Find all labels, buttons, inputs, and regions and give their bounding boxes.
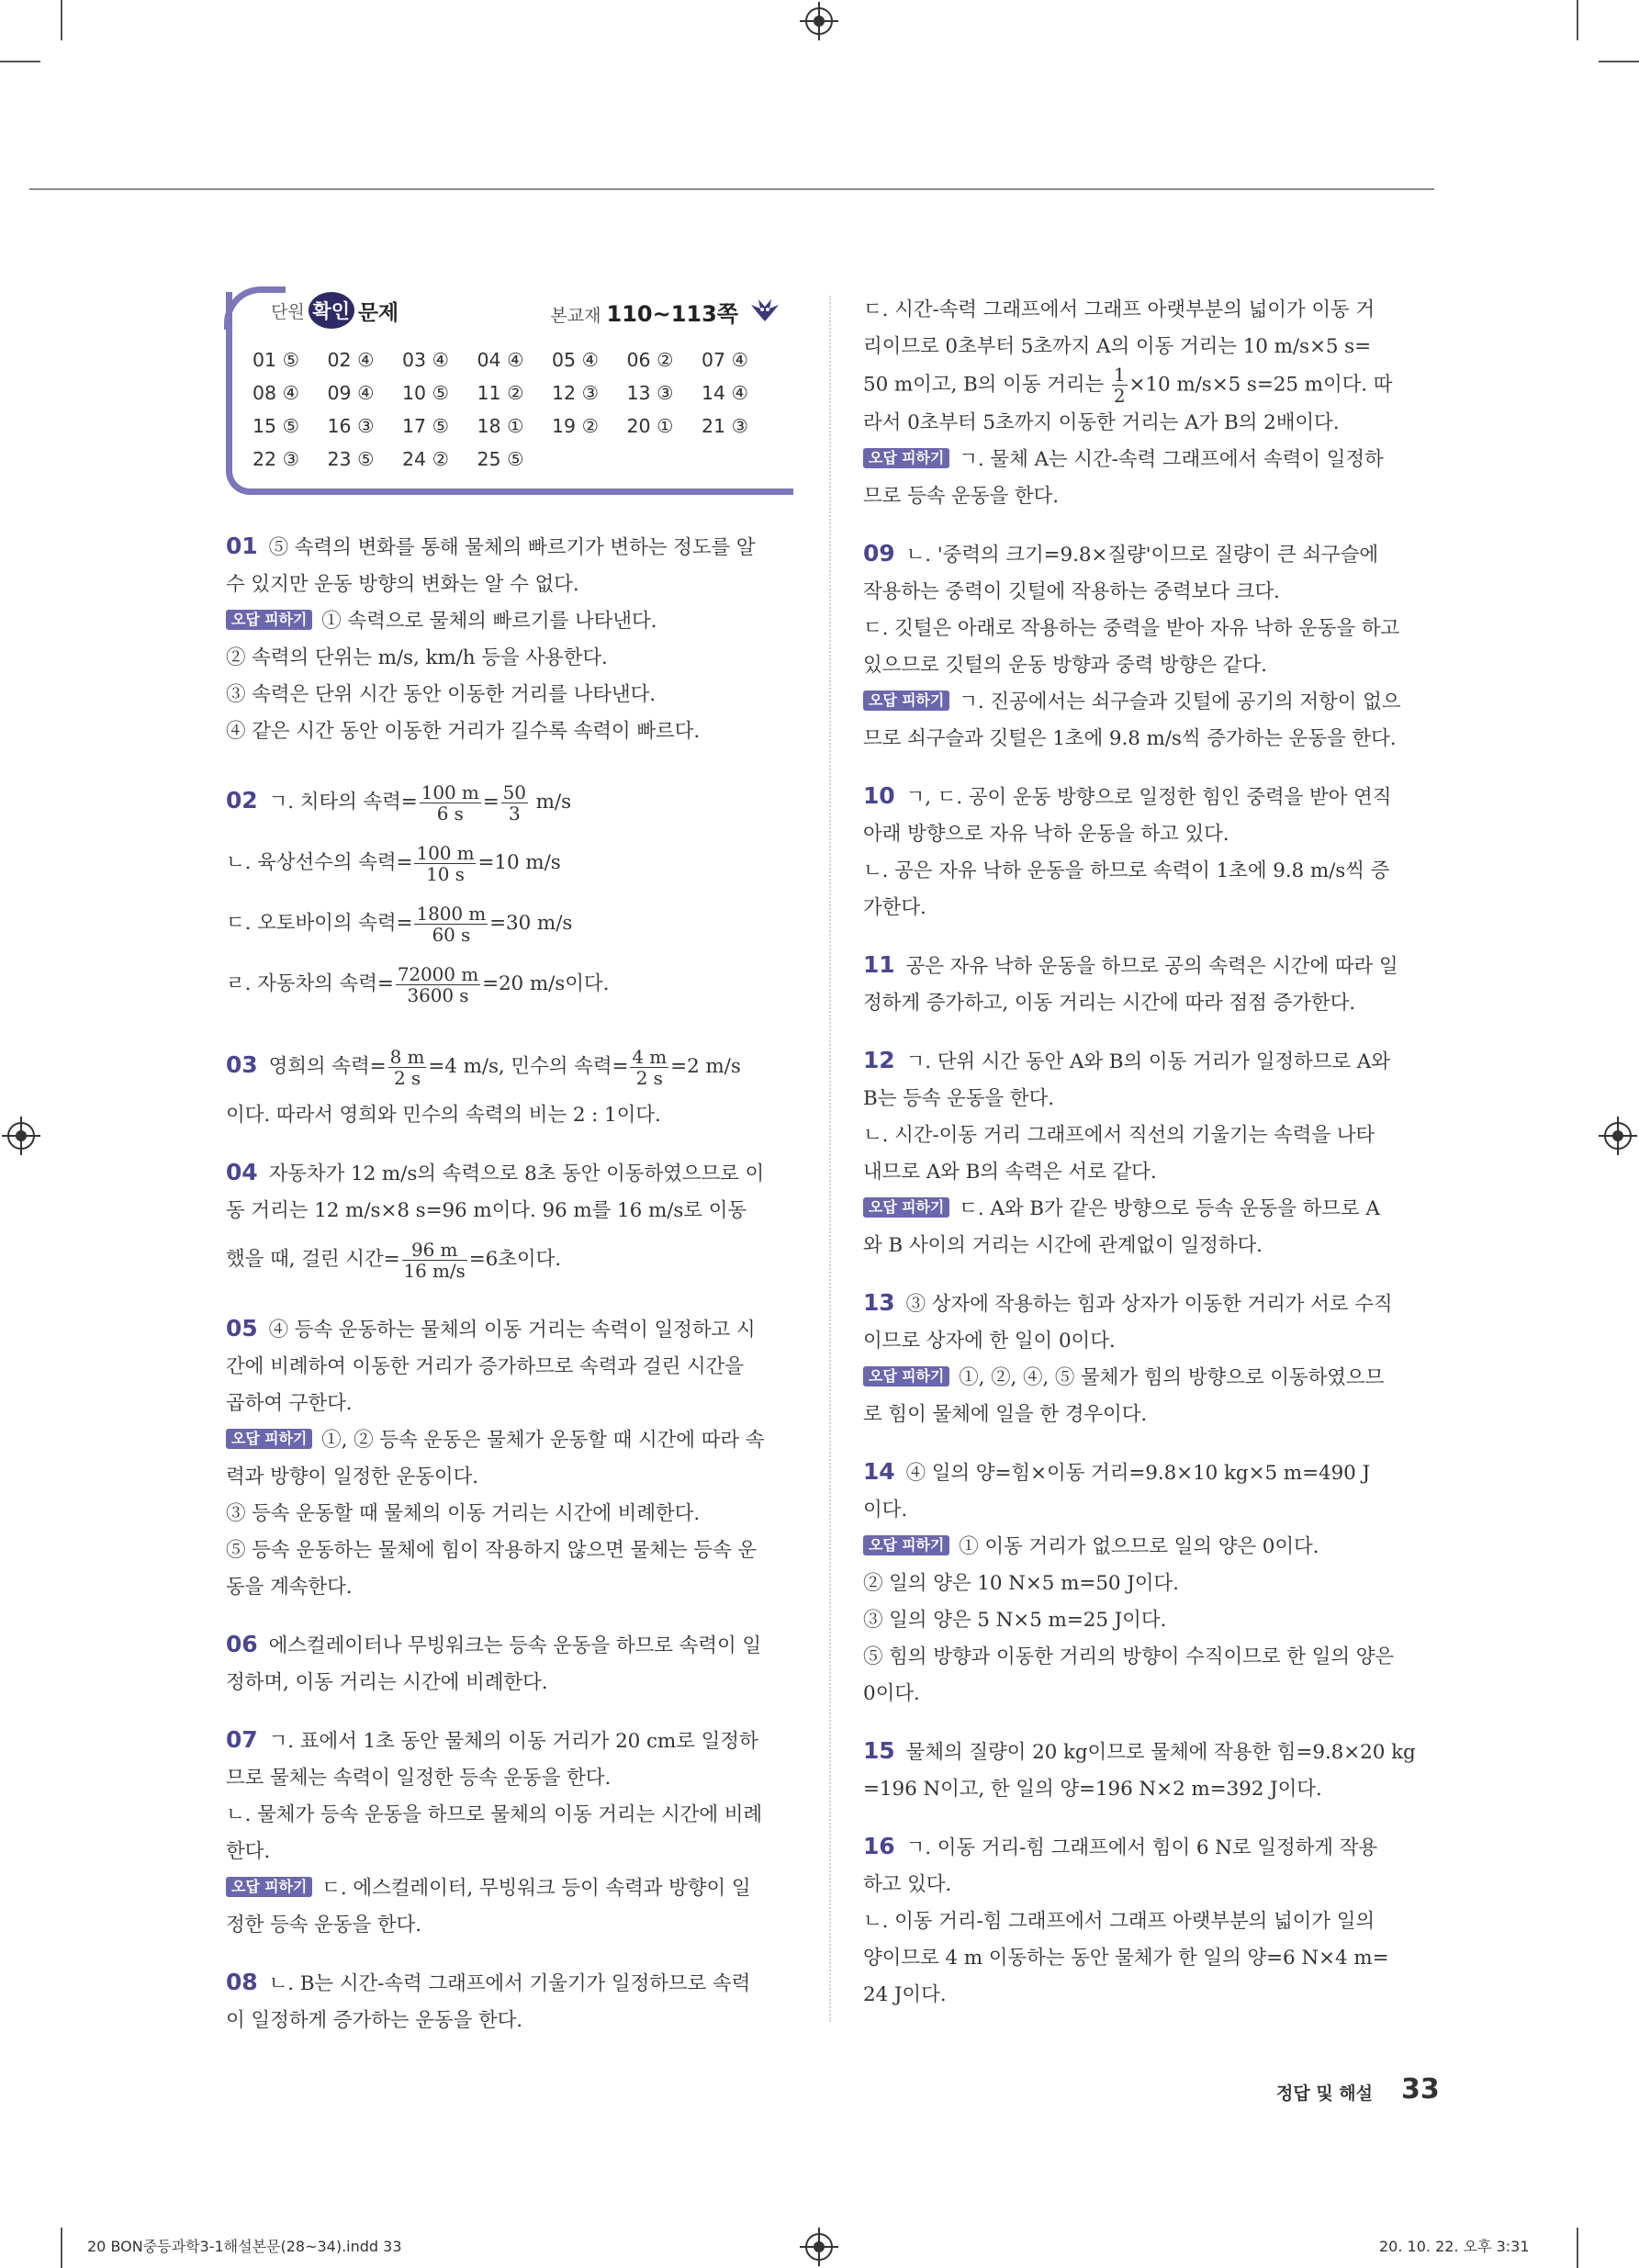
solution-line: 24 J이다. (863, 1983, 947, 2006)
denominator: 2 s (635, 1066, 663, 1089)
solution-line: 정하며, 이동 거리는 시간에 비례한다. (226, 1671, 548, 1694)
solution-line (226, 528, 793, 567)
solution-line: 하고 있다. (863, 1873, 952, 1896)
solution-line (863, 1042, 1431, 1081)
answer-row (253, 376, 777, 410)
answer-item: 12 ③ (552, 382, 599, 404)
solution-text: = (482, 791, 500, 814)
solution-line: 동을 계속한다. (226, 1576, 353, 1599)
answer-item: 06 ② (626, 349, 674, 371)
solution-line (226, 1722, 793, 1760)
solution-number: 01 (226, 533, 258, 559)
solution-11 (863, 947, 1431, 1022)
denominator: 6 s (436, 802, 464, 825)
print-slug-filename: 20 BON중등과학3-1해설본문(28~34).indd 33 (87, 2238, 402, 2255)
wrong-answer-tag: 오답 피하기 (863, 1535, 949, 1555)
solution-line: 양이므로 4 m 이동하는 동안 물체가 한 일의 양=6 N×4 m= (863, 1947, 1389, 1970)
solution-text: ㄱ. 진공에서는 쇠구슬과 깃털에 공기의 저항이 없으 (959, 691, 1401, 713)
solution-number: 11 (863, 951, 895, 978)
registration-mark-icon (7, 1122, 35, 1150)
solution-text: ㄱ, ㄷ. 공이 운동 방향으로 일정한 힘인 중력을 받아 연직 (905, 786, 1392, 809)
registration-mark-icon (805, 2233, 833, 2261)
solution-text: ①, ② 등속 운동은 물체가 운동할 때 시간에 따라 속 (321, 1429, 765, 1452)
solution-line: 므로 등속 운동을 한다. (863, 485, 1059, 508)
answer-item: 13 ③ (626, 382, 674, 404)
answer-item: 10 ⑤ (402, 382, 449, 404)
textbook-label: 본교재 (550, 306, 601, 326)
solution-text: =4 m/s, 민수의 속력= (428, 1055, 629, 1078)
solution-line (863, 947, 1431, 985)
solution-line (226, 833, 793, 893)
solution-line: 이므로 상자에 한 일이 0이다. (863, 1330, 1116, 1353)
solution-05 (226, 1310, 793, 1606)
solution-text: ④ 일의 양=힘×이동 거리=9.8×10 kg×5 m=490 J (905, 1462, 1371, 1485)
solution-line (226, 1310, 793, 1349)
answer-item: 21 ③ (702, 415, 748, 437)
fraction (396, 962, 480, 1006)
solution-line (863, 778, 1431, 816)
fraction (414, 904, 488, 944)
solution-line: 곱하여 구한다. (226, 1392, 353, 1415)
solution-line: 작용하는 중력이 깃털에 작용하는 중력보다 크다. (863, 580, 1280, 603)
denominator: 10 s (426, 862, 465, 885)
fraction (402, 1238, 467, 1282)
crop-mark (1577, 0, 1578, 40)
solution-text: ㄷ. 에스컬레이터, 무빙워크 등이 속력과 방향이 일 (321, 1877, 751, 1900)
solution-text: ㄴ. '중력의 크기=9.8×질량'이므로 질량이 큰 쇠구슬에 (905, 544, 1379, 567)
answer-item: 25 ⑤ (477, 448, 524, 470)
denominator: 60 s (432, 923, 471, 946)
answer-item: 14 ④ (702, 382, 748, 404)
solution-number: 12 (863, 1047, 895, 1073)
solution-text: 물체의 질량이 20 kg이므로 물체에 작용한 힘=9.8×20 kg (905, 1741, 1416, 1764)
numerator: 100 m (416, 841, 475, 864)
solution-number: 15 (863, 1737, 895, 1764)
solution-text: 50 m이고, B의 이동 거리는 (863, 373, 1105, 397)
answer-key-title: 문제 (357, 300, 399, 325)
crop-mark (61, 0, 62, 40)
answer-row (253, 410, 777, 443)
solution-line: 므로 물체는 속력이 일정한 등속 운동을 한다. (226, 1767, 612, 1790)
mascot-icon (749, 296, 780, 323)
solution-text: ㄱ. 단위 시간 동안 A와 B의 이동 거리가 일정하므로 A와 (905, 1050, 1390, 1073)
solution-line (226, 1870, 793, 1907)
solution-text: 공은 자유 낙하 운동을 하므로 공의 속력은 시간에 따라 일 (905, 955, 1398, 978)
wrong-answer-tag: 오답 피하기 (226, 1877, 312, 1897)
wrong-answer-tag: 오답 피하기 (863, 448, 949, 468)
solution-number: 14 (863, 1458, 895, 1485)
solution-text: =30 m/s (489, 912, 573, 935)
registration-mark-icon (1604, 1122, 1632, 1150)
numerator: 100 m (421, 780, 479, 803)
answer-item: 08 ④ (253, 382, 299, 404)
crop-mark (61, 2228, 62, 2268)
numerator: 50 (502, 780, 526, 803)
solution-line (226, 893, 793, 954)
solution-line: 아래 방향으로 자유 낙하 운동을 하고 있다. (863, 823, 1229, 846)
solution-text: ㄱ. 물체 A는 시간-속력 그래프에서 속력이 일정하 (959, 448, 1384, 471)
solution-line (226, 770, 793, 833)
solution-line: 내므로 A와 B의 속력은 서로 같다. (863, 1161, 1157, 1184)
solution-line (863, 1285, 1431, 1323)
fraction (414, 841, 476, 885)
fraction (388, 1045, 427, 1089)
solution-09 (863, 535, 1431, 758)
solution-line (863, 1360, 1431, 1397)
footer-section-title: 정답 및 해설 (1276, 2083, 1373, 2104)
numerator: 96 m (402, 1241, 467, 1261)
solution-number: 16 (863, 1833, 895, 1859)
answer-key-badge: 확인 (309, 292, 354, 329)
answer-item: 01 ⑤ (253, 349, 299, 371)
solution-line: ③ 속력은 단위 시간 동안 이동한 거리를 나타낸다. (226, 683, 656, 706)
solution-line (226, 1626, 793, 1665)
solution-line: =196 N이고, 한 일의 양=196 N×2 m=392 J이다. (863, 1778, 1322, 1801)
right-column (863, 292, 1431, 2014)
solution-line: ㄴ. 시간-이동 거리 그래프에서 직선의 기울기는 속력을 나타 (863, 1124, 1375, 1147)
answer-item: 16 ③ (327, 415, 375, 437)
registration-mark-icon (805, 7, 833, 35)
answer-item: 05 ④ (552, 349, 599, 371)
solution-line (863, 1828, 1431, 1867)
solution-08 (226, 1964, 793, 2039)
solution-text: ① 속력으로 물체의 빠르기를 나타낸다. (321, 610, 657, 633)
header-rule (29, 188, 1434, 190)
solution-line: 있으므로 깃털의 운동 방향과 중력 방향은 같다. (863, 654, 1267, 677)
solution-line (226, 1154, 793, 1193)
answer-row (253, 343, 777, 376)
solution-text: 했을 때, 걸린 시간= (226, 1248, 400, 1271)
solution-text: ①, ②, ④, ⑤ 물체가 힘의 방향으로 이동하였으므 (959, 1366, 1385, 1389)
solution-number: 06 (226, 1631, 258, 1657)
solution-line (226, 1035, 793, 1097)
wrong-answer-tag: 오답 피하기 (226, 610, 312, 630)
solution-12 (863, 1042, 1431, 1264)
solution-06 (226, 1626, 793, 1701)
solution-line (226, 1964, 793, 2003)
solution-line: 정하게 증가하고, 이동 거리는 시간에 따라 점점 증가한다. (863, 992, 1355, 1015)
solution-line (863, 1733, 1431, 1771)
solution-line: 력과 방향이 일정한 운동이다. (226, 1465, 478, 1488)
fraction (501, 780, 528, 825)
solution-line (863, 535, 1431, 574)
answer-item: 22 ③ (253, 448, 299, 470)
solution-text: ㄹ. 자동차의 속력= (226, 972, 394, 995)
solution-10 (863, 778, 1431, 926)
answer-item: 19 ② (552, 415, 599, 437)
solution-line: 가한다. (863, 896, 926, 919)
solution-number: 08 (226, 1969, 258, 1995)
answer-item: 17 ⑤ (402, 415, 449, 437)
print-slug-timestamp: 20. 10. 22. 오후 3:31 (1379, 2238, 1530, 2255)
solution-line: 이다. 따라서 영희와 민수의 속력의 비는 2 : 1이다. (226, 1104, 661, 1127)
column-divider (829, 296, 831, 2022)
numerator: 4 m (632, 1045, 668, 1068)
wrong-answer-tag: 오답 피하기 (226, 1429, 312, 1449)
answer-item: 15 ⑤ (253, 415, 299, 437)
wrong-answer-tag: 오답 피하기 (863, 691, 949, 711)
solution-text: ㄴ. 육상선수의 속력= (226, 851, 413, 874)
solution-line: 한다. (226, 1840, 271, 1863)
solution-line: B는 등속 운동을 한다. (863, 1087, 1054, 1110)
solution-number: 05 (226, 1315, 258, 1342)
answer-row (253, 443, 777, 476)
solution-text: ×10 m/s×5 s=25 m이다. 따 (1128, 373, 1393, 397)
answer-item: 09 ④ (327, 382, 375, 404)
solution-number: 04 (226, 1159, 258, 1185)
answer-key-box (226, 292, 793, 495)
solution-number: 02 (226, 787, 258, 814)
solution-text: 영희의 속력= (268, 1055, 387, 1078)
solution-text: ㄱ. 이동 거리-힘 그래프에서 힘이 6 N로 일정하게 작용 (905, 1836, 1378, 1859)
solution-line: ② 일의 양은 10 N×5 m=50 J이다. (863, 1572, 1179, 1595)
wrong-answer-tag: 오답 피하기 (863, 1197, 949, 1218)
denominator: 3600 s (407, 983, 469, 1006)
crop-mark (0, 61, 40, 62)
solution-text: 에스컬레이터나 무빙워크는 등속 운동을 하므로 속력이 일 (268, 1634, 762, 1657)
solution-line (226, 603, 793, 640)
solution-line: ③ 일의 양은 5 N×5 m=25 J이다. (863, 1609, 1167, 1632)
solution-line (226, 1229, 793, 1290)
solution-15 (863, 1733, 1431, 1808)
solution-03 (226, 1035, 793, 1134)
solution-text: =2 m/s (670, 1055, 741, 1078)
solution-line: 이다. (863, 1499, 908, 1521)
denominator: 2 s (393, 1066, 421, 1089)
solution-line (863, 442, 1431, 478)
solution-line: ④ 같은 시간 동안 이동한 거리가 길수록 속력이 빠르다. (226, 720, 701, 743)
solution-line: 0이다. (863, 1682, 920, 1705)
solution-04 (226, 1154, 793, 1290)
solution-line: ㄴ. 이동 거리-힘 그래프에서 그래프 아랫부분의 넓이가 일의 (863, 1910, 1375, 1933)
answer-item: 24 ② (402, 448, 449, 470)
solution-line: 수 있지만 운동 방향의 변화는 알 수 없다. (226, 573, 579, 596)
numerator: 1800 m (416, 902, 487, 925)
solution-line (863, 365, 1431, 405)
solution-text: =6초이다. (468, 1248, 561, 1271)
solution-text: 자동차가 12 m/s의 속력으로 8초 동안 이동하였으므로 이 (268, 1162, 765, 1185)
solution-16 (863, 1828, 1431, 2014)
answer-item: 03 ④ (402, 349, 449, 371)
textbook-reference (550, 296, 738, 328)
solution-line: ⑤ 힘의 방향과 이동한 거리의 방향이 수직이므로 한 일의 양은 (863, 1645, 1395, 1668)
solution-text: ㄷ. A와 B가 같은 방향으로 등속 운동을 하므로 A (959, 1197, 1380, 1220)
page-number: 33 (1401, 2073, 1440, 2105)
numerator: 72000 m (397, 962, 479, 985)
solution-line: 이 일정하게 증가하는 운동을 한다. (226, 2009, 523, 2032)
solution-text: ㄴ. B는 시간-속력 그래프에서 기울기가 일정하므로 속력 (268, 1972, 751, 1995)
solution-text: ⑤ 속력의 변화를 통해 물체의 빠르기가 변하는 정도를 알 (268, 536, 756, 559)
solution-text: ① 이동 거리가 없으므로 일의 양은 0이다. (959, 1535, 1319, 1558)
answer-item: 20 ① (626, 415, 674, 437)
solution-text: ㄱ. 표에서 1초 동안 물체의 이동 거리가 20 cm로 일정하 (268, 1730, 758, 1753)
solution-line: 동 거리는 12 m/s×8 s=96 m이다. 96 m를 16 m/s로 이동 (226, 1199, 747, 1222)
solution-line: ㄴ. 공은 자유 낙하 운동을 하므로 속력이 1초에 9.8 m/s씩 증 (863, 859, 1390, 882)
denominator: 3 (508, 802, 521, 825)
solution-line: 간에 비례하여 이동한 거리가 증가하므로 속력과 걸린 시간을 (226, 1355, 744, 1378)
answer-key-header (271, 292, 399, 329)
answer-item: 18 ① (477, 415, 524, 437)
solution-line: ⑤ 등속 운동하는 물체에 힘이 작용하지 않으면 물체는 등속 운 (226, 1539, 758, 1562)
solution-line (863, 1454, 1431, 1492)
solution-line (226, 954, 793, 1015)
solution-line (863, 1191, 1431, 1228)
solution-14 (863, 1454, 1431, 1712)
answer-item: 02 ④ (327, 349, 375, 371)
solution-line: 라서 0초부터 5초까지 이동한 거리는 A가 B의 2배이다. (863, 411, 1340, 434)
denominator: 2 (1113, 385, 1126, 407)
answer-item: 23 ⑤ (327, 448, 375, 470)
solution-line: ③ 등속 운동할 때 물체의 이동 거리는 시간에 비례한다. (226, 1502, 701, 1525)
solution-text: =20 m/s이다. (482, 972, 610, 995)
answer-item: 11 ② (477, 382, 524, 404)
solution-text: =10 m/s (477, 851, 561, 874)
solution-text: ㄱ. 치타의 속력= (268, 791, 418, 814)
solution-number: 10 (863, 782, 895, 809)
textbook-pages: 110~113쪽 (606, 301, 738, 327)
solution-text: ③ 상자에 작용하는 힘과 상자가 이동한 거리가 서로 수직 (905, 1293, 1393, 1316)
numerator: 8 m (389, 1045, 425, 1068)
answer-item: 07 ④ (702, 349, 748, 371)
solution-line: ㄷ. 깃털은 아래로 작용하는 중력을 받아 자유 낙하 운동을 하고 (863, 617, 1400, 640)
left-column (226, 292, 793, 2039)
solution-text: m/s (529, 791, 572, 814)
solution-number: 03 (226, 1051, 258, 1078)
solution-number: 13 (863, 1289, 895, 1316)
solution-text: ㄷ. 오토바이의 속력= (226, 912, 413, 935)
answer-key-unit-label: 단원 (271, 301, 305, 322)
solution-line (226, 1422, 793, 1459)
solution-line: 리이므로 0초부터 5초까지 A의 이동 거리는 10 m/s×5 s= (863, 335, 1372, 358)
solution-line: ② 속력의 단위는 m/s, km/h 등을 사용한다. (226, 646, 608, 669)
solution-02 (226, 770, 793, 1015)
solution-line (863, 1529, 1431, 1566)
solution-line: ㄴ. 물체가 등속 운동을 하므로 물체의 이동 거리는 시간에 비례 (226, 1803, 763, 1826)
solution-line: 와 B 사이의 거리는 시간에 관계없이 일정하다. (863, 1234, 1263, 1257)
solution-line: ㄷ. 시간-속력 그래프에서 그래프 아랫부분의 넓이가 이동 거 (863, 298, 1375, 321)
fraction (420, 780, 481, 825)
solution-line: 므로 쇠구슬과 깃털은 1초에 9.8 m/s씩 증가하는 운동을 한다. (863, 727, 1397, 750)
solution-08-continued (863, 292, 1431, 515)
answer-item: 04 ④ (477, 349, 524, 371)
solution-01 (226, 528, 793, 750)
denominator: 16 m/s (403, 1259, 466, 1282)
solution-07 (226, 1722, 793, 1944)
solution-number: 07 (226, 1726, 258, 1753)
solution-line: 정한 등속 운동을 한다. (226, 1914, 421, 1937)
solution-number: 09 (863, 540, 895, 567)
solution-13 (863, 1285, 1431, 1433)
crop-mark (1577, 2228, 1578, 2268)
solution-line (863, 684, 1431, 721)
numerator: 1 (1113, 364, 1126, 386)
solution-text: ④ 등속 운동하는 물체의 이동 거리는 속력이 일정하고 시 (268, 1319, 756, 1342)
solution-line: 로 힘이 물체에 일을 한 경우이다. (863, 1403, 1148, 1426)
answer-grid (253, 343, 777, 476)
fraction (1112, 365, 1128, 405)
fraction (630, 1045, 668, 1089)
crop-mark (1599, 61, 1639, 62)
wrong-answer-tag: 오답 피하기 (863, 1366, 949, 1387)
